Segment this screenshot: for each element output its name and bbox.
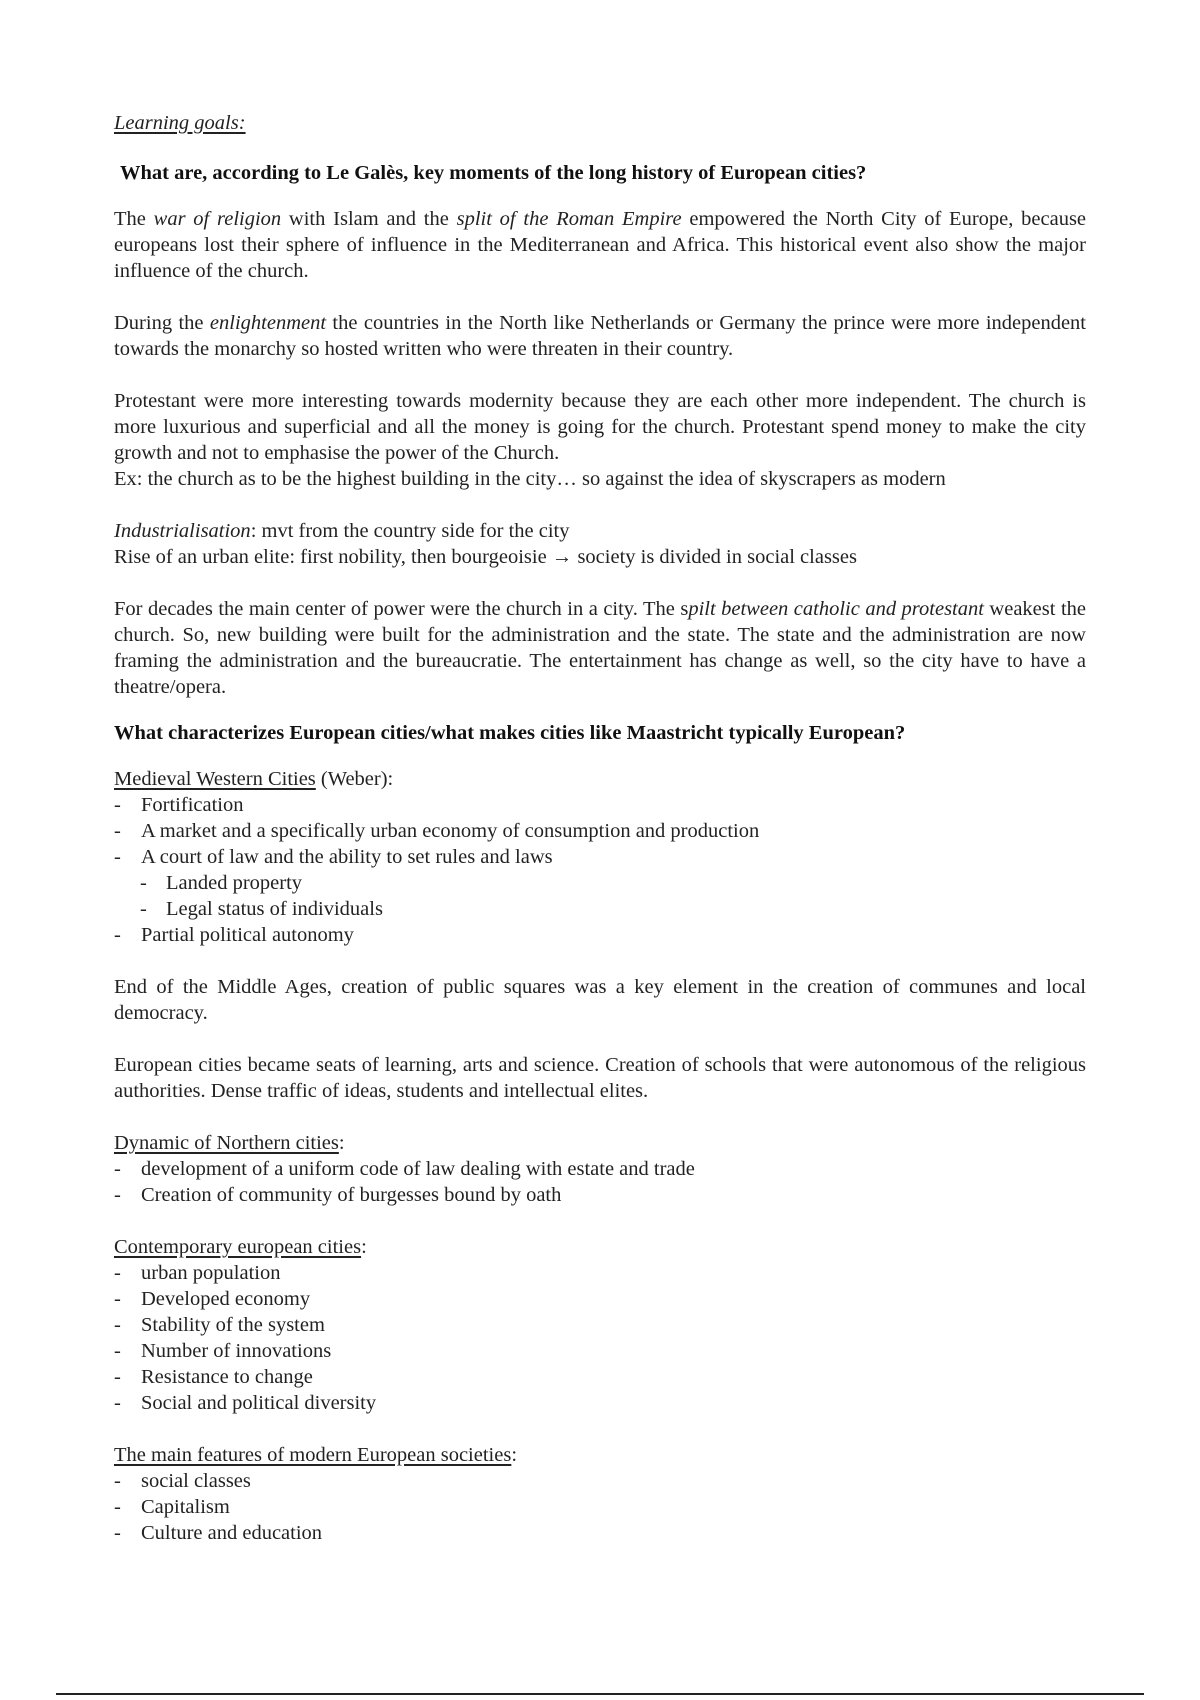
sub-list-item: - Landed property [114, 870, 1086, 896]
list-item: - Creation of community of burgesses bound by oath [114, 1182, 1086, 1208]
list-item: - A court of law and the ability to set rules and laws [114, 844, 1086, 870]
question-2-heading: What characterizes European cities/what makes cities like Maastricht typically European? [114, 722, 906, 744]
footer-divider [56, 1693, 1144, 1695]
paragraph-learning: European cities became seats of learning, arts and science. Creation of schools that were autonomous of the religious authorities. Dense traffic of ideas, students and intellectual elites. [114, 1054, 1086, 1102]
medieval-cities-list-end [114, 922, 1086, 948]
list-item: - social classes [114, 1468, 1086, 1494]
list-item: - Social and political diversity [114, 1390, 1086, 1416]
paragraph-enlightenment: During the enlightenment the countries in the North like Netherlands or Germany the prince were more independent towards the monarchy so hosted written who were threaten in their country. [114, 312, 1087, 360]
list-item: - Stability of the system [114, 1312, 1086, 1338]
list-item: - Developed economy [114, 1286, 1086, 1312]
list-item: - Resistance to change [114, 1364, 1086, 1390]
list-item: - A market and a specifically urban economy of consumption and production [114, 818, 1086, 844]
modern-features-label: The main features of modern European societies: [114, 1444, 518, 1466]
list-item: - Culture and education [114, 1520, 1086, 1546]
list-item: - Partial political autonomy [114, 922, 1086, 948]
learning-goals-label: Learning goals: [114, 112, 246, 134]
paragraph-power-center: For decades the main center of power were the church in a city. The spilt between catholic and protestant weakest the church. So, new building were built for the administration and the state. The state and the administration are now framing the administration and the bureaucratie. The entertainment has change as well, so the city have to have a theatre/opera. [114, 598, 1086, 698]
sub-list-item: - Legal status of individuals [114, 896, 1086, 922]
list-item: - urban population [114, 1260, 1086, 1286]
modern-features-list [114, 1468, 1086, 1546]
list-item: - Number of innovations [114, 1338, 1086, 1364]
paragraph-example: Ex: the church as to be the highest building in the city… so against the idea of skyscrapers as modern [114, 468, 946, 490]
northern-cities-list [114, 1156, 1086, 1208]
medieval-cities-list [114, 792, 1086, 870]
paragraph-urban-elite: Rise of an urban elite: first nobility, then bourgeoisie → society is divided in social classes [114, 546, 857, 568]
paragraph-industrialisation: Industrialisation: mvt from the country side for the city [114, 520, 570, 542]
paragraph-protestant: Protestant were more interesting towards modernity because they are each other more independent. The church is more luxurious and superficial and all the money is going for the church. Protestant spend money to make the city growth and not to emphasise the power of the Church. [114, 390, 1086, 464]
question-1-heading: What are, according to Le Galès, key moments of the long history of European cities? [120, 162, 867, 184]
contemporary-cities-list [114, 1260, 1086, 1416]
contemporary-cities-label: Contemporary european cities: [114, 1236, 367, 1258]
northern-cities-label: Dynamic of Northern cities: [114, 1132, 345, 1154]
list-item: - Capitalism [114, 1494, 1086, 1520]
court-of-law-sublist [114, 870, 1086, 922]
document-page [114, 110, 1086, 1546]
paragraph-middle-ages: End of the Middle Ages, creation of public squares was a key element in the creation of communes and local democracy. [114, 976, 1086, 1024]
paragraph-religion: The war of religion with Islam and the split of the Roman Empire empowered the North City of Europe, because europeans lost their sphere of influence in the Mediterranean and Africa. This historical event also show the major influence of the church. [114, 208, 1087, 282]
medieval-cities-label: Medieval Western Cities (Weber): [114, 768, 394, 790]
list-item: - development of a uniform code of law dealing with estate and trade [114, 1156, 1086, 1182]
list-item: - Fortification [114, 792, 1086, 818]
